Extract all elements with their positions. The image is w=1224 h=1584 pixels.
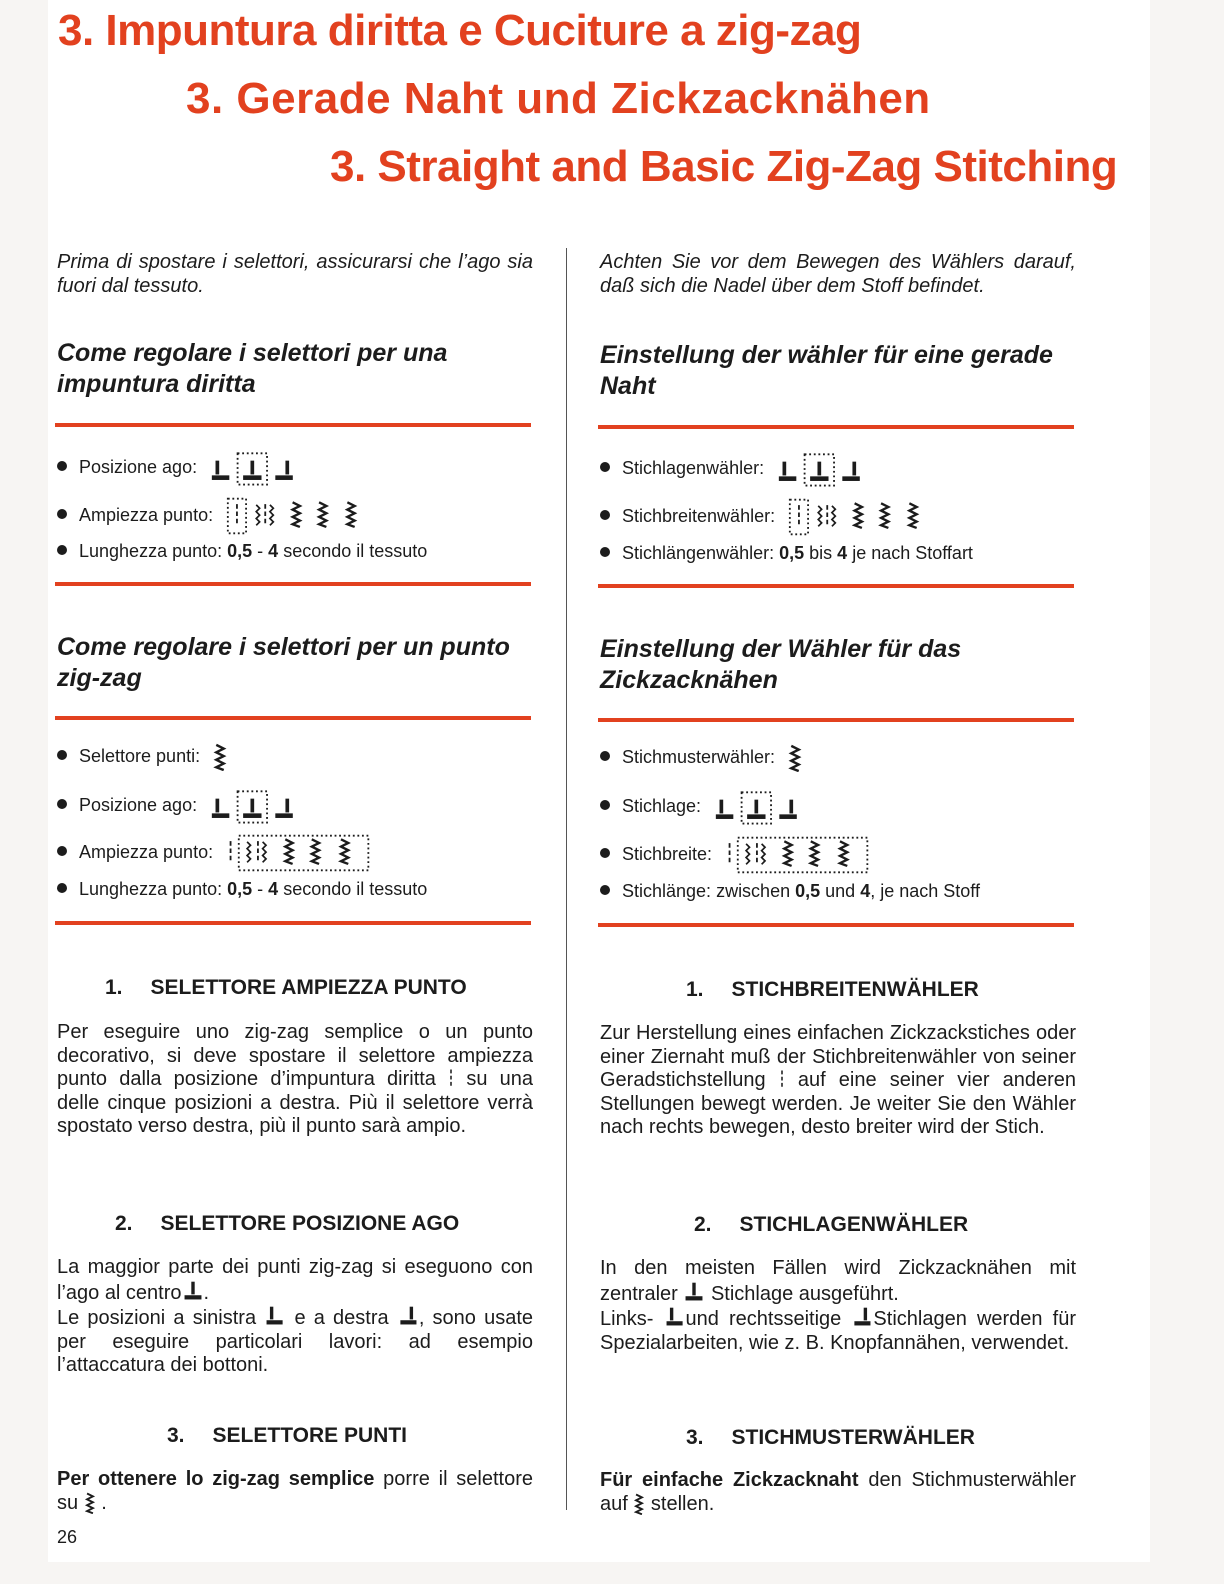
length-sep: - — [252, 541, 269, 561]
section-paragraph-2 — [57, 1256, 533, 1378]
para-text: porre il selettore su — [57, 1468, 533, 1514]
intro-text-a: Prima di spostare i selettori, assicurarsi che l’ag — [57, 251, 490, 273]
para-text: su una delle cinque posizioni a destra. Più il selettore verrà spostato verso destra, più il punto sarà ampio. — [57, 1068, 533, 1138]
heading-straight: Einstellung der wähler für eine gerade Naht — [600, 341, 1053, 400]
intro-note — [57, 250, 533, 298]
zigzag-stitch-icon — [213, 743, 227, 771]
heading-zigzag: Einstellung der Wähler für das Zickzacknähen — [600, 635, 962, 694]
length-min: 0,5 — [795, 881, 821, 901]
length-min: 0,5 — [227, 541, 253, 561]
bullet-dot — [600, 547, 610, 557]
bullet-stitch-length — [57, 876, 427, 902]
stitch-width-icon — [725, 833, 871, 877]
zigzag-stitch-icon — [788, 744, 802, 772]
bullet-dot — [600, 462, 610, 472]
section-title-2 — [694, 1213, 968, 1237]
stitch-width-icon — [788, 495, 934, 539]
length-note: je nach Stoffart — [847, 543, 973, 563]
length-max: 4 — [860, 881, 871, 901]
para-text: Stichlage ausgeführt. — [710, 1282, 899, 1305]
para-text: . — [203, 1281, 210, 1304]
bullet-dot — [600, 885, 610, 895]
length-max: 4 — [268, 879, 279, 899]
para-text: Stichlagen werden für Spezialarbeiten, wie z. B. Knopfannähen, verwendet. — [600, 1308, 1077, 1354]
para-bold: Für einfache Zickzacknaht — [600, 1469, 859, 1491]
needle-position-icon — [210, 449, 302, 487]
length-note: secondo il tessuto — [278, 879, 428, 899]
section-title-3 — [686, 1426, 975, 1450]
para-text: stellen. — [645, 1492, 715, 1515]
bullet-stitch-width — [600, 495, 934, 526]
section-paragraph-1 — [57, 1021, 533, 1139]
bullet-dot — [600, 751, 610, 761]
needle-left-icon — [664, 1306, 686, 1328]
section-title-text: STICHMUSTERWÄHLER — [731, 1426, 975, 1449]
bullet-label: Stichlänge: — [622, 881, 712, 901]
zigzag-stitch-icon — [84, 1492, 96, 1514]
section-number: 3. — [167, 1424, 185, 1447]
bullet-needle-position — [600, 450, 869, 476]
bullet-label: Posizione ago: — [79, 456, 198, 477]
divider-rule — [55, 582, 531, 586]
needle-position-icon — [210, 787, 302, 825]
para-text: Zur Herstellung eines einfachen Zickzackstiches oder einer Ziernaht muß der Stichbreitenwähler von seiner Geradstichstellung — [600, 1022, 1076, 1092]
italian-column — [57, 0, 533, 1584]
length-prefix: zwischen — [711, 881, 796, 901]
straight-stitch-icon — [448, 1068, 454, 1088]
intro-note: Achten Sie vor dem Bewegen des Wählers darauf, daß sich die Nadel über dem Stoff befindet. — [600, 251, 1076, 297]
length-note: , je nach Stoff — [870, 881, 980, 901]
bullet-label: Selettore punti: — [79, 746, 201, 766]
bullet-dot — [57, 461, 67, 471]
section-title-text: SELETTORE POSIZIONE AGO — [160, 1212, 460, 1235]
intro-text-o: o — [489, 251, 501, 273]
bullet-label: Stichlagenwähler: — [622, 457, 765, 478]
bullet-dot — [57, 509, 67, 519]
bullet-dot — [57, 750, 67, 760]
divider-rule — [598, 923, 1074, 927]
section-title-text: STICHLAGENWÄHLER — [739, 1213, 969, 1236]
section-title-1 — [105, 976, 467, 1000]
straight-stitch-icon — [779, 1069, 785, 1089]
bullet-dot — [57, 883, 67, 893]
stitch-width-icon — [226, 494, 372, 538]
para-text: den Stichmusterwähler auf — [600, 1469, 1076, 1515]
para-text: Le posizioni a sinistra — [57, 1307, 257, 1330]
needle-left-icon — [264, 1305, 286, 1327]
length-sep: und — [820, 881, 861, 901]
length-sep: - — [252, 879, 269, 899]
bullet-label: Lunghezza punto: — [79, 879, 223, 899]
title-english: 3. Straight and Basic Zig-Zag Stitching — [330, 142, 1118, 191]
bullet-label: Stichmusterwähler: — [622, 747, 776, 767]
bullet-stitch-length — [57, 538, 427, 564]
divider-rule — [598, 584, 1074, 588]
bullet-stitch-width — [57, 494, 372, 525]
section-title-3 — [167, 1424, 407, 1448]
title-italian: 3. Impuntura diritta e Cuciture a zig-zag — [58, 6, 862, 55]
divider-rule — [55, 921, 531, 925]
bullet-stitch-length — [600, 540, 973, 566]
page-number: 26 — [57, 1527, 78, 1547]
bullet-label: Stichlängenwähler: — [622, 543, 775, 563]
section-paragraph-3 — [57, 1468, 533, 1515]
bullet-dot — [57, 799, 67, 809]
bullet-label: Lunghezza punto: — [79, 541, 223, 561]
bullet-dot — [600, 510, 610, 520]
para-text: In den meisten Fällen wird Zickzacknähen mit zentraler — [600, 1257, 1076, 1305]
para-text: e a destra — [294, 1307, 389, 1330]
bullet-needle-position — [600, 788, 806, 814]
bullet-dot — [57, 545, 67, 555]
bullet-stitch-length — [600, 878, 980, 904]
needle-position-icon — [714, 788, 806, 826]
bullet-label: Stichbreitenwähler: — [622, 505, 776, 526]
bullet-label: Ampiezza punto: — [79, 841, 214, 862]
length-note: secondo il tessuto — [278, 541, 428, 561]
para-bold: Per ottenere lo zig-zag semplice — [57, 1468, 375, 1490]
title-german: 3. Gerade Naht und Zickzacknähen — [186, 74, 931, 123]
section-number: 2. — [694, 1213, 712, 1236]
para-text: auf eine seiner vier anderen Stellungen bewegt werden. Je weiter Sie den Wähler nach rechts bewegen, desto breiter wird der Stich. — [600, 1069, 1076, 1139]
section-title-2 — [115, 1212, 459, 1236]
bullet-stitch-selector — [57, 743, 227, 769]
bullet-label: Posizione ago: — [79, 794, 198, 815]
divider-rule — [598, 718, 1074, 722]
divider-rule — [598, 425, 1074, 429]
german-column — [600, 0, 1076, 1584]
stitch-width-icon — [226, 831, 372, 875]
bullet-label: Stichbreite: — [622, 843, 713, 864]
section-number: 3. — [686, 1426, 704, 1449]
bullet-stitch-width — [600, 833, 871, 864]
para-text: La maggior parte dei punti zig-zag si eseguono con l’ago al centro — [57, 1256, 533, 1304]
needle-center-icon — [182, 1280, 204, 1302]
bullet-dot — [600, 800, 610, 810]
para-text: . — [95, 1491, 107, 1514]
column-divider — [566, 248, 567, 1510]
bullet-label: Ampiezza punto: — [79, 504, 214, 525]
bullet-stitch-selector — [600, 744, 802, 770]
length-min: 0,5 — [227, 879, 253, 899]
section-number: 1. — [105, 976, 123, 999]
length-sep: bis — [804, 543, 838, 563]
bullet-label: Stichlage: — [622, 795, 702, 816]
section-number: 2. — [115, 1212, 133, 1235]
section-paragraph-3 — [600, 1469, 1076, 1516]
length-max: 4 — [268, 541, 279, 561]
para-text: und rechtsseitige — [685, 1308, 842, 1331]
needle-right-icon — [851, 1306, 873, 1328]
length-min: 0,5 — [779, 543, 805, 563]
intro-text-b: sia fuori dal tessuto. — [57, 251, 533, 297]
heading-straight: Come regolare i selettori per una impuntura diritta — [57, 339, 448, 398]
section-title-text: SELETTORE PUNTI — [212, 1424, 407, 1447]
section-paragraph-1 — [600, 1022, 1076, 1140]
divider-rule — [55, 423, 531, 427]
section-number: 1. — [686, 978, 704, 1001]
needle-center-icon — [683, 1281, 705, 1303]
needle-position-icon — [777, 450, 869, 488]
section-paragraph-2 — [600, 1257, 1076, 1355]
para-text: Links- — [600, 1308, 654, 1331]
section-title-text: SELETTORE AMPIEZZA PUNTO — [150, 976, 467, 999]
heading-zigzag: Come regolare i selettori per un punto zig-zag — [57, 633, 510, 692]
para-text: Per eseguire uno zig-zag semplice o un punto decorativo, si deve spostare il selettore ampiezza punto dalla posizione d’impuntura diritta — [57, 1021, 533, 1091]
section-title-1 — [686, 978, 979, 1002]
bullet-stitch-width — [57, 831, 372, 862]
bullet-dot — [57, 846, 67, 856]
divider-rule — [55, 716, 531, 720]
needle-right-icon — [397, 1305, 419, 1327]
bullet-needle-position — [57, 449, 302, 475]
bullet-needle-position — [57, 787, 302, 813]
section-title-text: STICHBREITENWÄHLER — [731, 978, 979, 1001]
length-max: 4 — [837, 543, 848, 563]
para-text: , sono usate per eseguire particolari lavori: ad esempio l’attaccatura dei bottoni. — [57, 1307, 534, 1377]
zigzag-stitch-icon — [633, 1493, 645, 1515]
bullet-dot — [600, 848, 610, 858]
